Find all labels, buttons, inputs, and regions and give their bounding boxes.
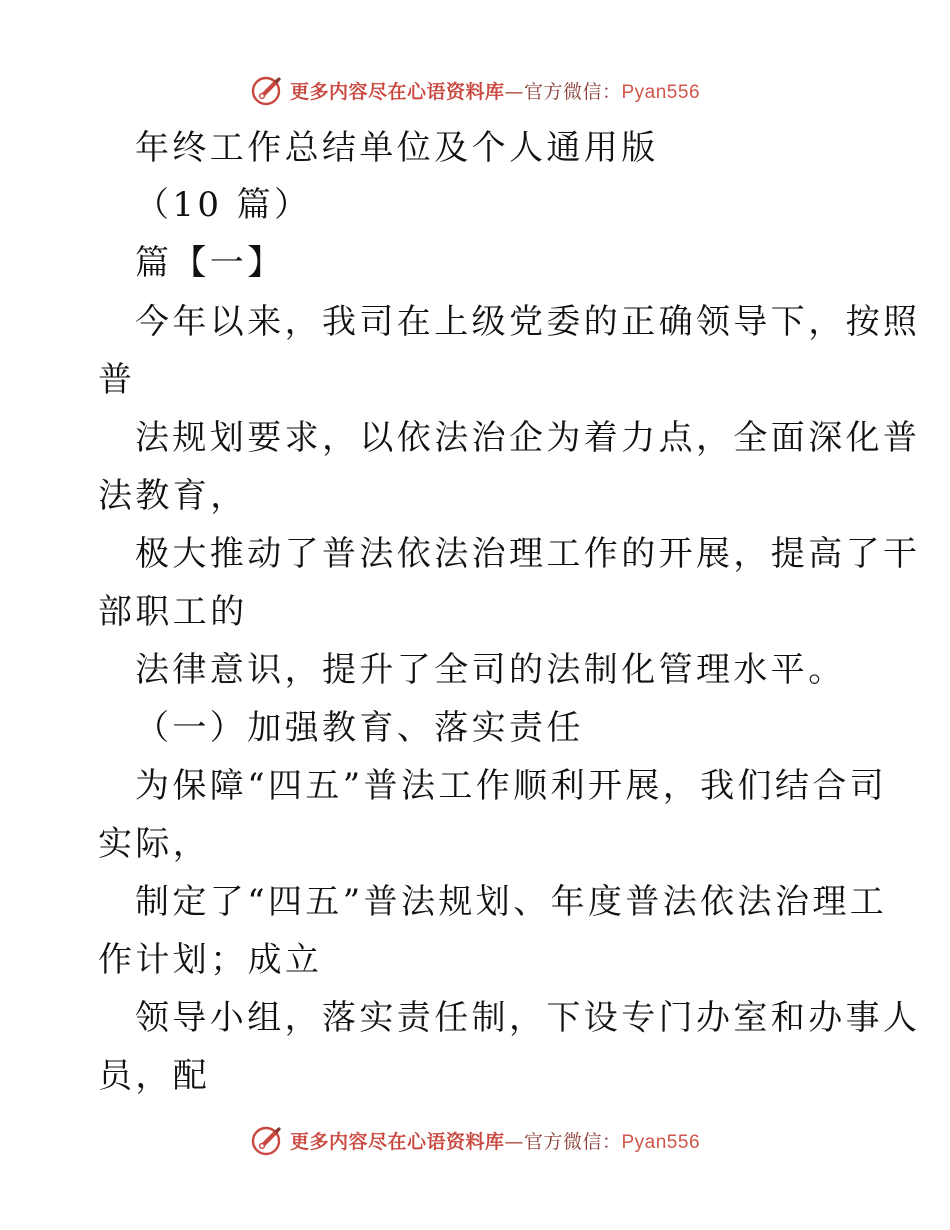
document-title: 年终工作总结单位及个人通用版	[135, 128, 659, 168]
watermark-text	[290, 1127, 700, 1154]
watermark-main-text: 更多内容尽在心语资料库	[289, 80, 505, 103]
pen-logo-icon	[250, 1123, 284, 1157]
paragraph-line: 员，配	[98, 1056, 211, 1096]
watermark-wechat-label: 官方微信：	[523, 1130, 622, 1153]
paragraph-line: 极大推动了普法依法治理工作的开展，提高了干	[135, 534, 921, 574]
watermark-wechat-label: 官方微信：	[523, 80, 622, 103]
pen-logo-icon	[250, 73, 284, 107]
paragraph-line: 作计划；成立	[98, 940, 323, 980]
paragraph-line: 部职工的	[98, 592, 248, 632]
watermark-dash: —	[504, 80, 524, 103]
section-heading: 篇【一】	[135, 243, 285, 283]
watermark-content	[250, 73, 700, 107]
watermark-text	[290, 77, 700, 104]
paragraph-line: 实际，	[98, 824, 211, 864]
watermark-content	[250, 1123, 700, 1157]
paragraph-line: 法教育，	[98, 476, 248, 516]
paragraph-line: 制定了“四五”普法规划、年度普法依法治理工	[135, 882, 888, 922]
footer-watermark-banner	[0, 1120, 950, 1160]
subsection-heading: （一）加强教育、落实责任	[135, 708, 584, 748]
paragraph-line: 为保障“四五”普法工作顺利开展，我们结合司	[135, 766, 888, 806]
watermark-main-text: 更多内容尽在心语资料库	[289, 1130, 505, 1153]
paragraph-line: 领导小组，落实责任制，下设专门办室和办事人	[135, 998, 921, 1038]
header-watermark-banner	[0, 70, 950, 110]
watermark-wechat-id: Pyan556	[621, 81, 701, 103]
paragraph-line: 普	[98, 360, 136, 400]
paragraph-line: 今年以来，我司在上级党委的正确领导下，按照	[135, 302, 921, 342]
watermark-wechat-id: Pyan556	[621, 1131, 701, 1153]
paragraph-line: 法规划要求，以依法治企为着力点，全面深化普	[135, 418, 921, 458]
document-subtitle: （10 篇）	[135, 185, 312, 225]
watermark-dash: —	[504, 1130, 524, 1153]
paragraph-line: 法律意识，提升了全司的法制化管理水平。	[135, 650, 846, 690]
